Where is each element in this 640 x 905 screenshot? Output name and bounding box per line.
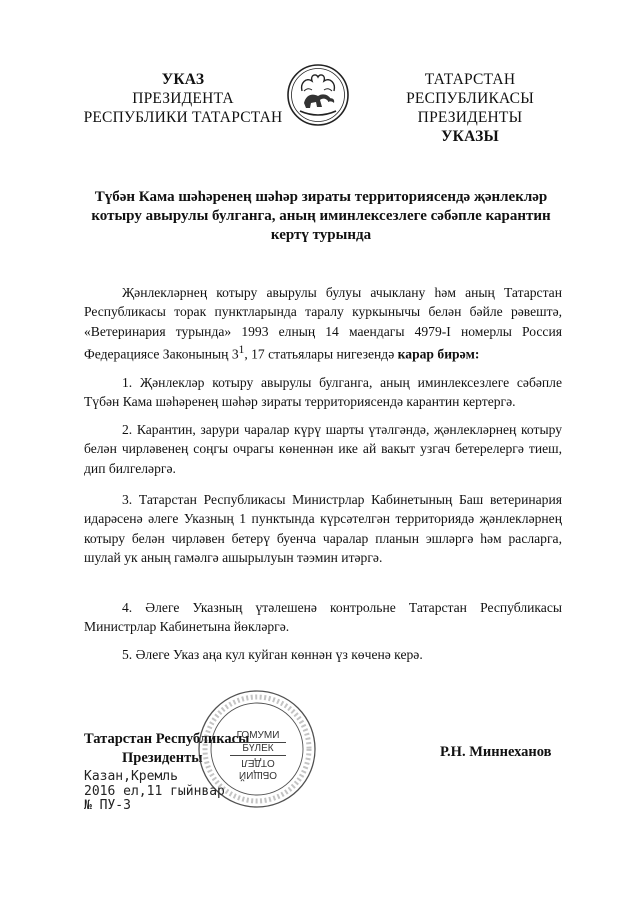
header-left-block: [78, 70, 288, 127]
clause-4: 4. Әлеге Указның үтәлешенә контрольне Татарстан Республикасы Министрлар Кабинетына йөкләргә.: [84, 600, 562, 635]
place-line: Казан,Кремль: [84, 769, 178, 784]
header-left-line-3: РЕСПУБЛИКИ ТАТАРСТАН: [83, 109, 283, 126]
clause-5: 5. Әлеге Указ аңа кул куйган көннән үз көченә керә.: [122, 647, 423, 662]
header-left-line-1: УКАЗ: [161, 71, 205, 88]
preamble-text-2: , 17 статьялары нигезендә: [244, 346, 398, 362]
header-right-line-2: ПРЕЗИДЕНТЫ: [417, 109, 523, 126]
decree-title: Түбән Кама шәһәренең шәһәр зираты территориясендә җәнлекләр котыру авырулы булганга, аның иминлексезлеге сәбәпле карантин кертү турында: [91, 189, 551, 243]
stamp-text: [230, 730, 286, 780]
date-line: 2016 ел,11 гыйнвар: [84, 783, 225, 799]
stamp-line-2: БҮЛЕК: [230, 742, 286, 756]
header-right-block: [360, 70, 580, 146]
preamble-resolution: карар бирәм:: [397, 346, 480, 362]
stamp-line-1: ГОМУМИ: [236, 730, 280, 741]
signature-line-2: Президенты: [122, 750, 203, 766]
clause-1: 1. Җәнлекләр котыру авырулы булганга, аның иминлексезлеге сәбәпле Түбән Кама шәһәренең шәһәр зираты территориясендә карантин кертергә.: [84, 375, 562, 410]
preamble-superscript: 1: [238, 344, 245, 357]
signature-name: Р.Н. Миннеханов: [440, 744, 552, 760]
preamble-text: Җәнлекләрнең котыру авырулы булуы ачыклану һәм аның Татарстан Республикасы торак пунктларында таралу куркынычы белән бәйле рәвештә, «Ветеринария турында» 1993 елның 14 маендагы 4979-I номерлы Россия Федерациясе Законының 3: [84, 285, 562, 362]
coat-of-arms-icon: [286, 63, 350, 127]
clause-3: 3. Татарстан Республикасы Министрлар Кабинетының Баш ветеринария идарәсенә әлеге Указның 1 пунктында күрсәтелгән территориядә җәнлекләрнең котыру белән чирләвен бетерү буенча чаралар планын эшләргә һәм расларга, шулай ук аның гамәлгә ашырылуын тәэмин итәргә.: [84, 492, 562, 566]
preamble-paragraph: [84, 283, 562, 364]
header-right-line-1: ТАТАРСТАН РЕСПУБЛИКАСЫ: [406, 71, 534, 107]
stamp-line-4: ОБЩИЙ: [238, 769, 278, 780]
header-right-line-3: УКАЗЫ: [441, 128, 499, 145]
clause-2: 2. Карантин, зарури чаралар күрү шарты үтәлгәндә, җәнлекләрнең котыру белән чирләвенең соңгы очрагы көненнән ике ай вакыт узгач бетерелергә тиеш, дип билгеләргә.: [84, 422, 562, 476]
header-left-line-2: ПРЕЗИДЕНТА: [132, 90, 234, 107]
stamp-line-3: ОТДЕЛ: [241, 757, 275, 768]
signature-line-1: Татарстан Республикасы: [84, 731, 250, 747]
number-line: № ПУ-3: [84, 798, 131, 813]
